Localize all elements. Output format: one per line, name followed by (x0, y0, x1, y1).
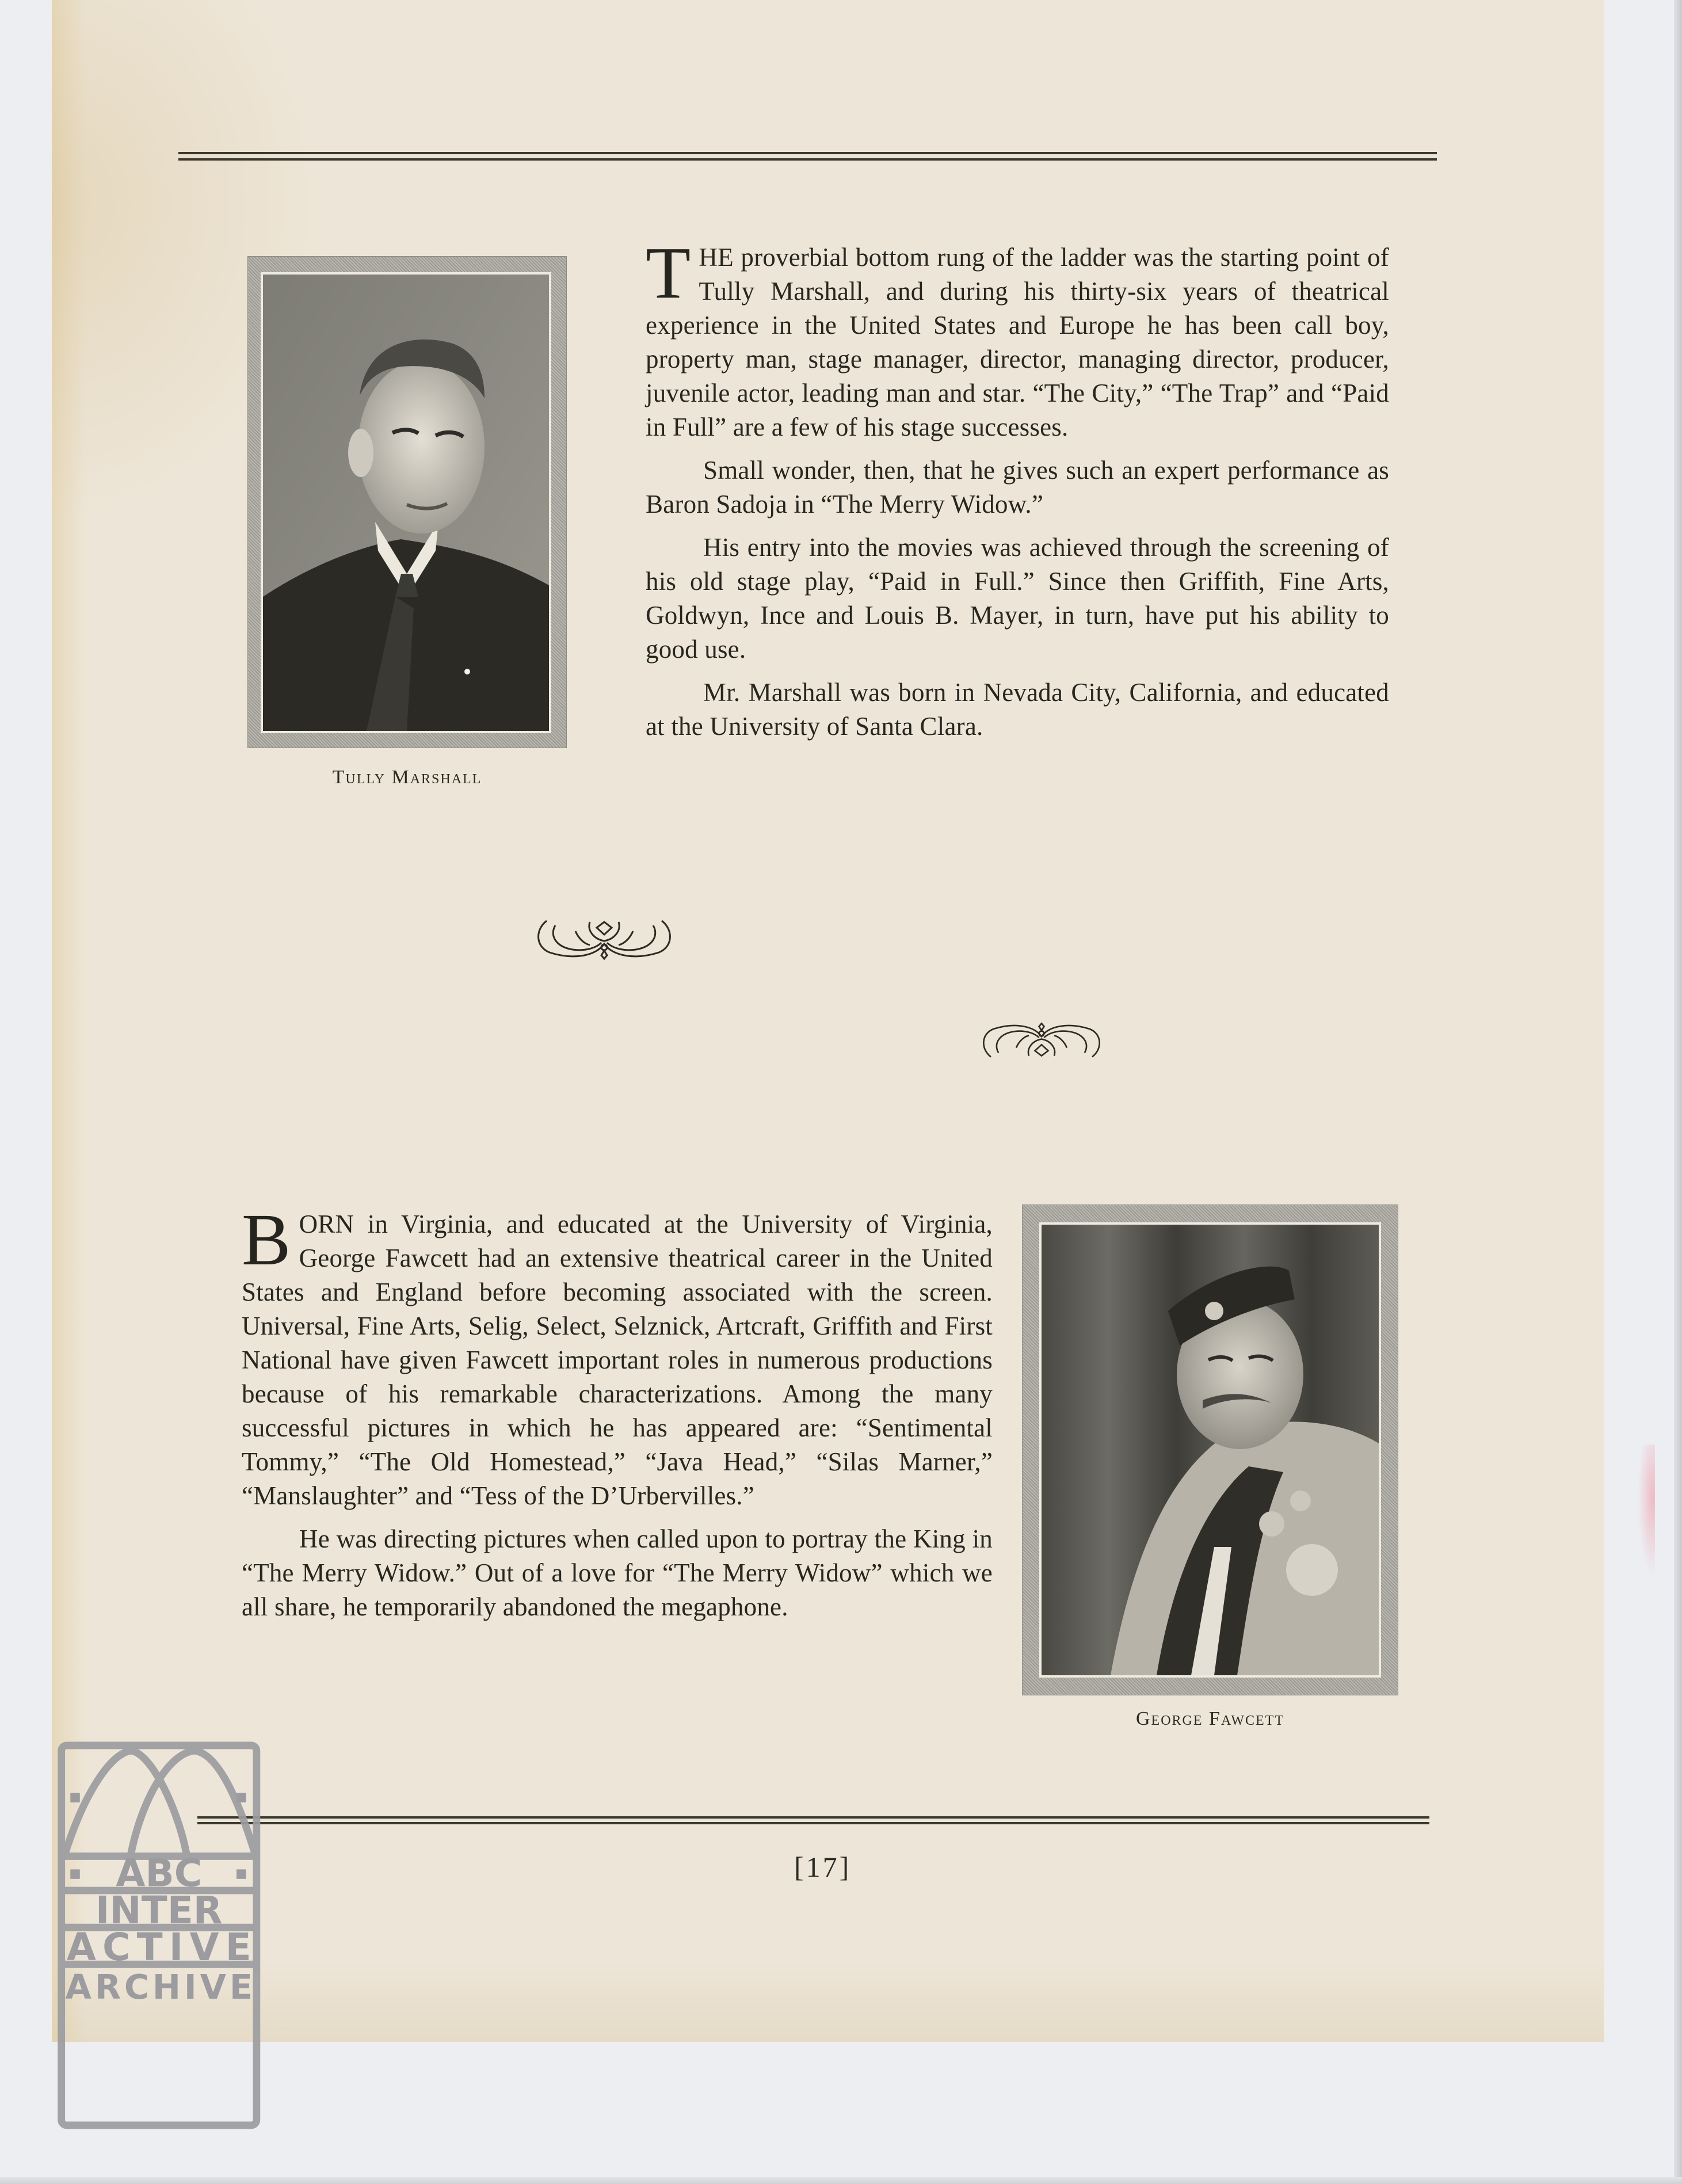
paragraph: His entry into the movies was achieved through the screening of his old stage play, “Paid in Full.” Since then Griffith, Fine Arts, Goldwyn, Ince and Louis B. Mayer, in turn, have put his ability to good use. (646, 533, 1389, 664)
article-tully-marshall (646, 232, 1389, 753)
paragraph: Mr. Marshall was born in Nevada City, California, and educated at the University of Santa Clara. (646, 678, 1389, 741)
paragraph-text: ORN in Virginia, and educated at the University of Virginia, George Fawcett had an extensive theatrical career in the United States and England before becoming associated with the screen. Universal, Fine Arts, Selig, Select, Selznick, Artcraft, Griffith and First National have given Fawcett important roles in numerous productions because of his remarkable characterizations. Among the many successful pictures in which he has appeared are: “Sentimental Tommy,” “The Old Homestead,” “Java Head,” “Silas Marner,” “Manslaughter” and “Tess of the D’Urbervilles.” (242, 1210, 993, 1510)
bottom-rule-upper (197, 1816, 1429, 1819)
portrait-photo-tully-marshall (261, 272, 551, 733)
portrait-photo-george-fawcett (1039, 1222, 1381, 1678)
logo-line-inter: INTER (95, 1888, 223, 1933)
logo-line-archive: ARCHIVE (65, 1967, 253, 2007)
floral-ornament-icon (532, 915, 676, 961)
paragraph (646, 232, 1389, 444)
caption-george-fawcett: George Fawcett (1135, 1708, 1284, 1729)
logo-line-active: ACTIVE (66, 1925, 251, 1969)
top-rule-lower (178, 158, 1437, 161)
drop-cap: B (242, 1199, 291, 1280)
top-rule-upper (178, 152, 1437, 154)
paragraph: Small wonder, then, that he gives such an expert performance as Baron Sadoja in “The Merry Widow.” (646, 456, 1389, 519)
paragraph (242, 1199, 993, 1513)
drop-cap: T (646, 232, 691, 314)
logo-line-abc: ABC (116, 1851, 203, 1896)
photo-frame-george-fawcett (1023, 1205, 1398, 1695)
portrait-tully-marshall-icon (263, 275, 549, 731)
abc-interactive-archive-logo-icon (46, 1732, 269, 2144)
photo-frame-tully-marshall (248, 257, 566, 748)
paragraph: He was directing pictures when called upon to portray the King in “The Merry Widow.” Out of a love for “The Merry Widow” which we all share, he temporarily abandoned the megaphone. (242, 1524, 993, 1621)
page-number: [17] (794, 1851, 852, 1883)
portrait-george-fawcett-icon (1042, 1225, 1379, 1675)
paper-stain (1638, 1444, 1655, 1577)
bottom-rule-lower (197, 1822, 1429, 1824)
article-george-fawcett (242, 1199, 993, 1633)
floral-ornament-inverted-icon (978, 1019, 1105, 1065)
scanner-bed-edge (1674, 0, 1682, 2184)
caption-tully-marshall: Tully Marshall (332, 767, 482, 788)
paragraph-text: HE proverbial bottom rung of the ladder was the starting point of Tully Marshall, and during his thirty-six years of theatrical experience in the United States and Europe he has been call boy, property man, stage manager, director, managing director, producer, juvenile actor, leading man and star. “The City,” “The Trap” and “Paid in Full” are a few of his stage successes. (646, 243, 1389, 441)
scanner-bed-bottom (0, 2177, 1682, 2184)
